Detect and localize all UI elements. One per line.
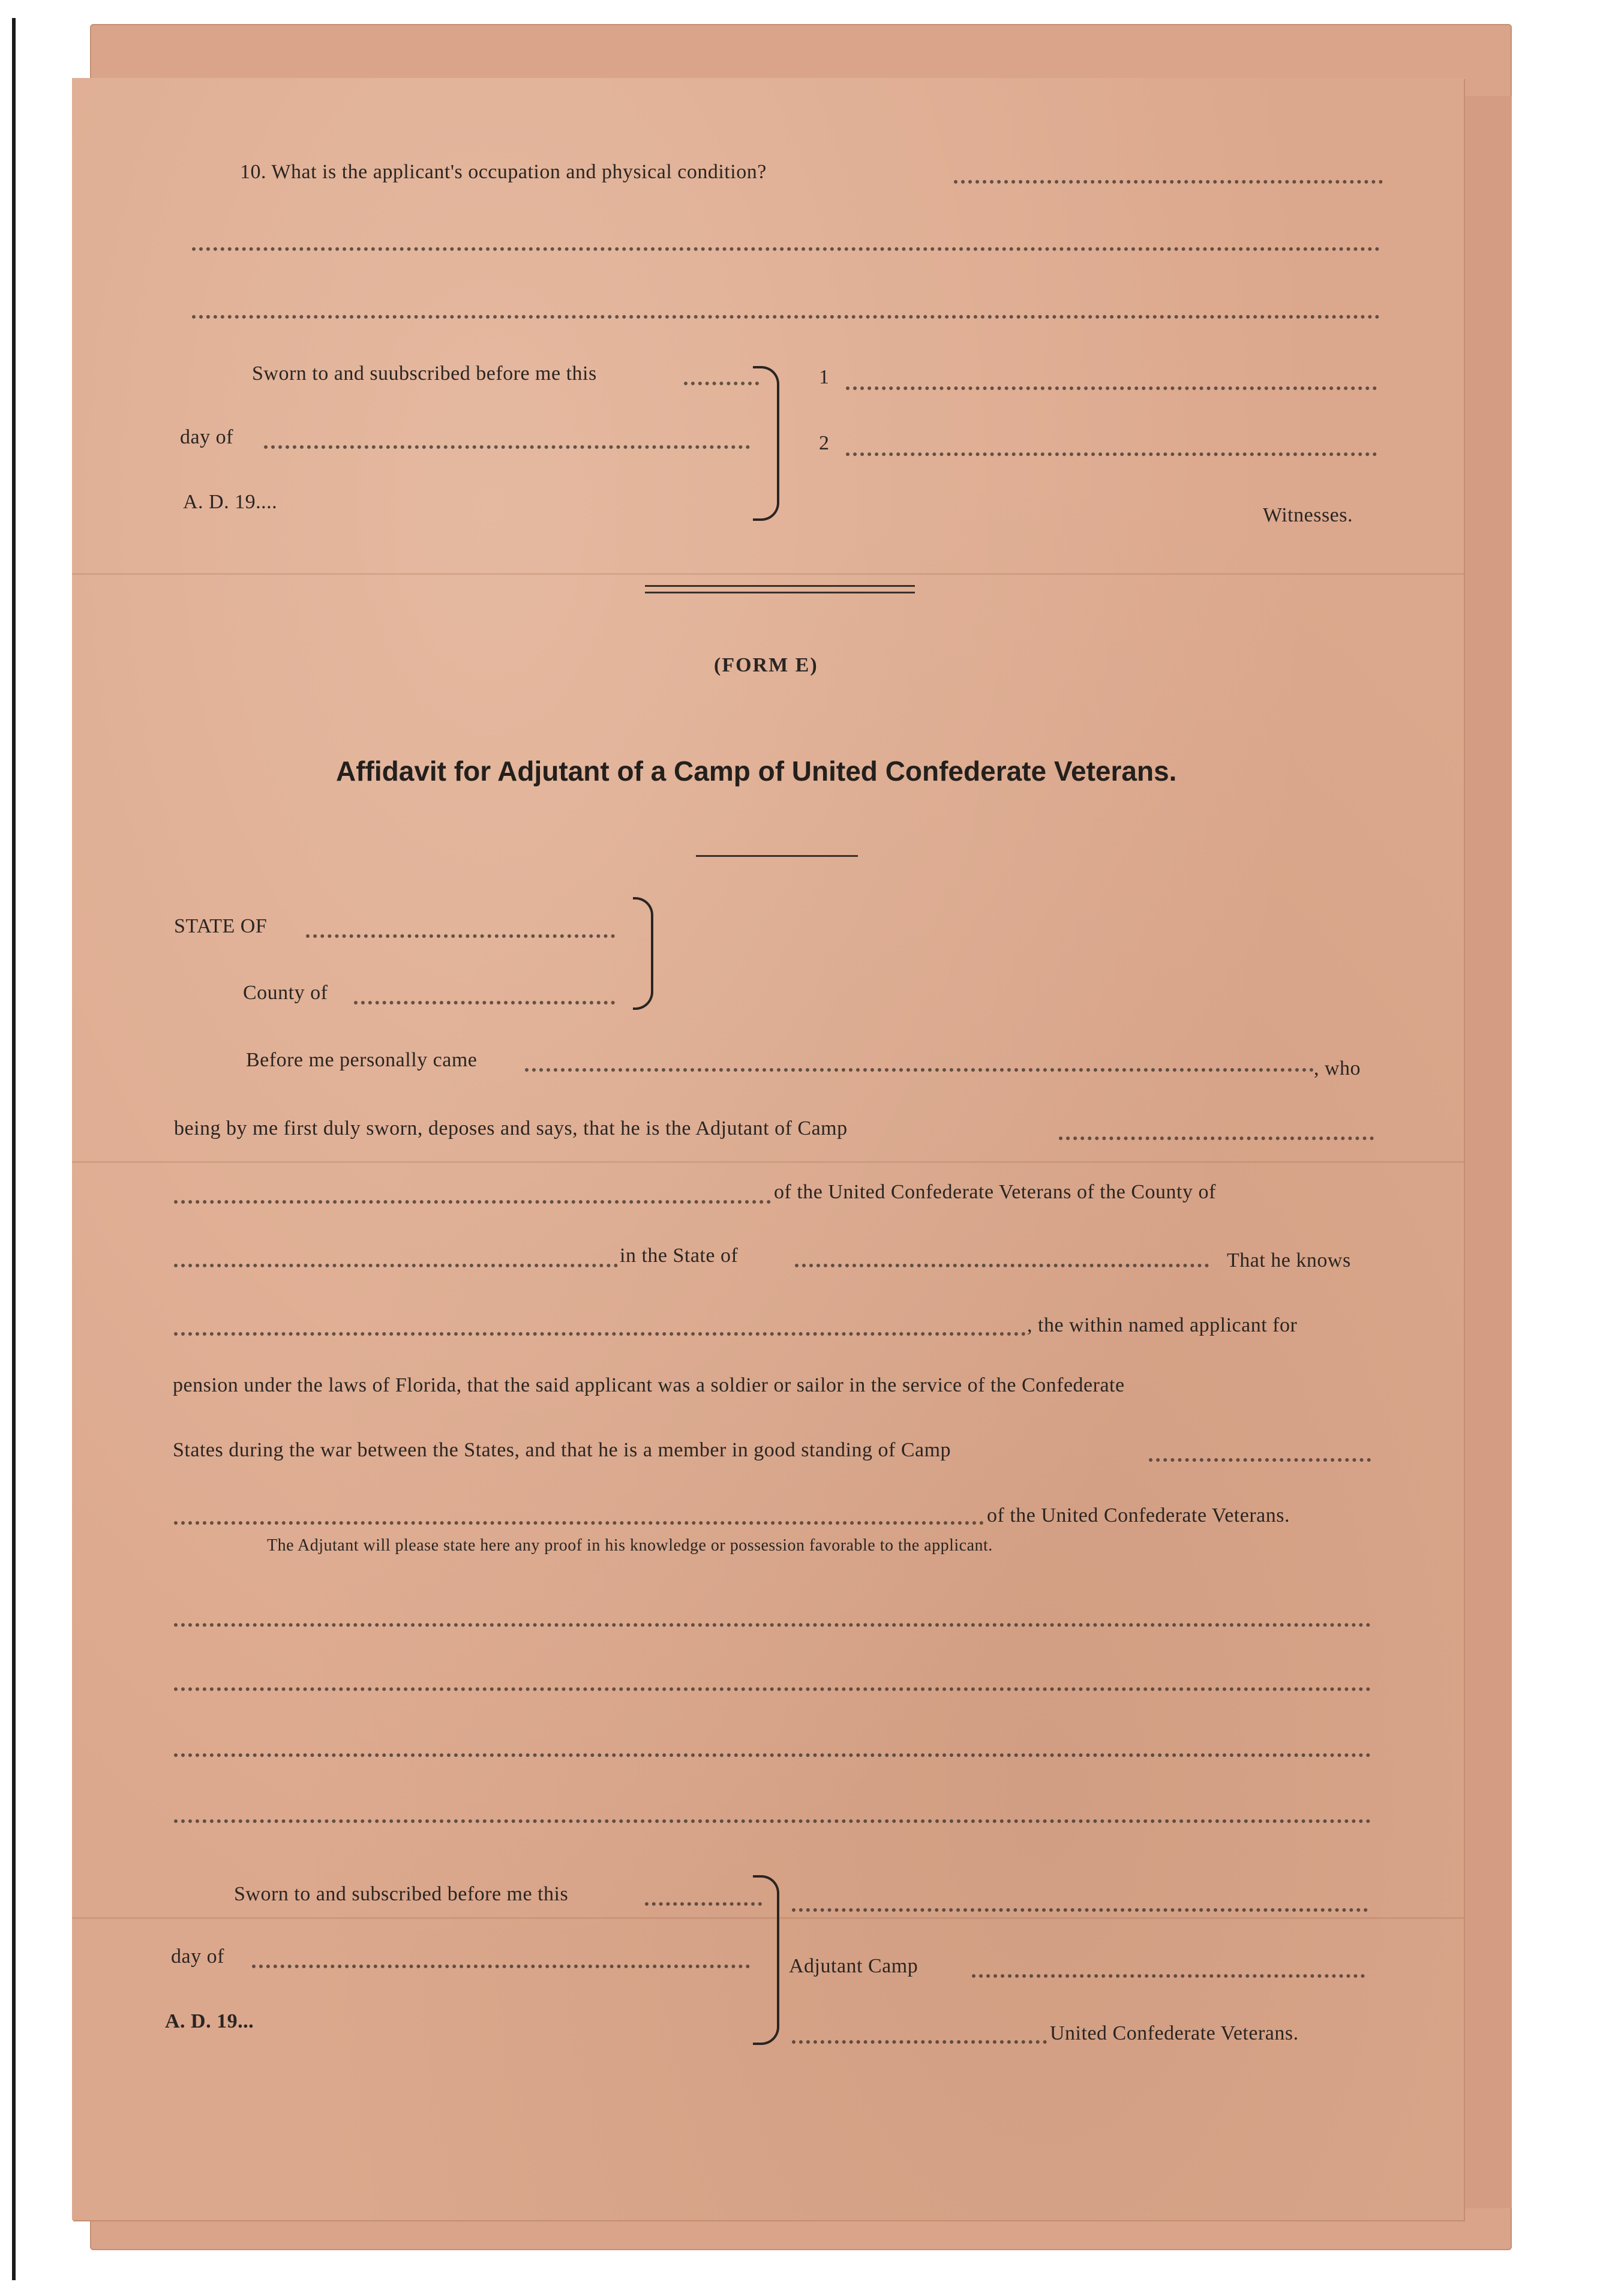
divider-rule [645, 585, 915, 587]
bottom-day-of-label: day of [171, 1945, 224, 1968]
camp-field-1[interactable] [1059, 1136, 1374, 1140]
body-line-1-end: , who [1314, 1057, 1361, 1079]
adjutant-signature-field[interactable] [792, 1908, 1368, 1912]
body-line-4: in the State of [620, 1245, 739, 1267]
occupation-field-2[interactable] [192, 247, 1380, 251]
body-line-8: of the United Confederate Veterans. [987, 1504, 1290, 1527]
body-line-3: of the United Confederate Veterans of the County of [774, 1181, 1216, 1203]
camp-name-field[interactable] [174, 1200, 771, 1204]
body-line-1: Before me personally came [246, 1049, 478, 1071]
county-field[interactable] [174, 1264, 618, 1267]
bottom-sworn-day-field[interactable] [645, 1902, 762, 1906]
ucv-label: United Confederate Veterans. [1050, 2022, 1299, 2044]
body-line-5: , the within named applicant for [1027, 1314, 1298, 1336]
county-of-field[interactable] [354, 1001, 615, 1004]
state-field[interactable] [795, 1264, 1209, 1267]
witness-2-field[interactable] [846, 452, 1377, 456]
witnesses-label: Witnesses. [1263, 504, 1353, 526]
state-of-label: STATE OF [174, 915, 268, 937]
ad-label: A. D. 19.... [183, 491, 278, 513]
proof-field-2[interactable] [174, 1687, 1371, 1691]
applicant-name-field[interactable] [525, 1068, 1314, 1072]
day-of-label: day of [180, 426, 233, 448]
day-of-field[interactable] [264, 445, 750, 449]
sworn-label: Sworn to and suubscribed before me this [252, 362, 597, 385]
witness-2-label: 2 [819, 432, 830, 454]
proof-field-1[interactable] [174, 1623, 1371, 1627]
proof-field-4[interactable] [174, 1819, 1371, 1823]
question-10: 10. What is the applicant's occupation and physical condition? [240, 161, 767, 183]
state-of-field[interactable] [306, 934, 615, 938]
knows-name-field[interactable] [174, 1332, 1026, 1336]
form-title: Affidavit for Adjutant of a Camp of United Confederate Veterans. [336, 755, 1177, 787]
occupation-field-1[interactable] [954, 180, 1383, 184]
bracket [753, 366, 779, 521]
form-label: (FORM E) [714, 654, 818, 676]
witness-1-label: 1 [819, 366, 830, 388]
camp-name-field-2[interactable] [174, 1521, 984, 1525]
camp-field-2[interactable] [1149, 1458, 1371, 1462]
bottom-bracket [753, 1875, 779, 2045]
body-line-4-end: That he knows [1227, 1249, 1351, 1272]
adjutant-camp-field[interactable] [972, 1974, 1365, 1978]
scan-edge [12, 18, 16, 2280]
fold-crease [72, 1161, 1464, 1163]
fold-crease [72, 573, 1464, 575]
adjutant-camp-label: Adjutant Camp [789, 1955, 918, 1977]
title-underline [696, 855, 858, 857]
bottom-sworn-label: Sworn to and subscribed before me this [234, 1883, 569, 1905]
county-of-label: County of [243, 982, 328, 1004]
body-line-2: being by me first duly sworn, deposes and says, that he is the Adjutant of Camp [174, 1117, 848, 1139]
ucv-camp-field[interactable] [792, 2040, 1047, 2044]
sworn-day-field[interactable] [684, 382, 759, 385]
body-line-7: States during the war between the States, and that he is a member in good standing of Camp [173, 1439, 951, 1461]
bottom-day-of-field[interactable] [252, 1965, 750, 1968]
bottom-ad-label: A. D. 19... [165, 2010, 254, 2032]
adjutant-instruction: The Adjutant will please state here any proof in his knowledge or possession favorable to the applicant. [267, 1536, 993, 1555]
divider-rule [645, 592, 915, 593]
body-line-6: pension under the laws of Florida, that the said applicant was a soldier or sailor in the service of the Confederate [173, 1374, 1125, 1396]
venue-bracket [633, 897, 653, 1010]
occupation-field-3[interactable] [192, 315, 1380, 319]
witness-1-field[interactable] [846, 386, 1377, 390]
proof-field-3[interactable] [174, 1753, 1371, 1757]
